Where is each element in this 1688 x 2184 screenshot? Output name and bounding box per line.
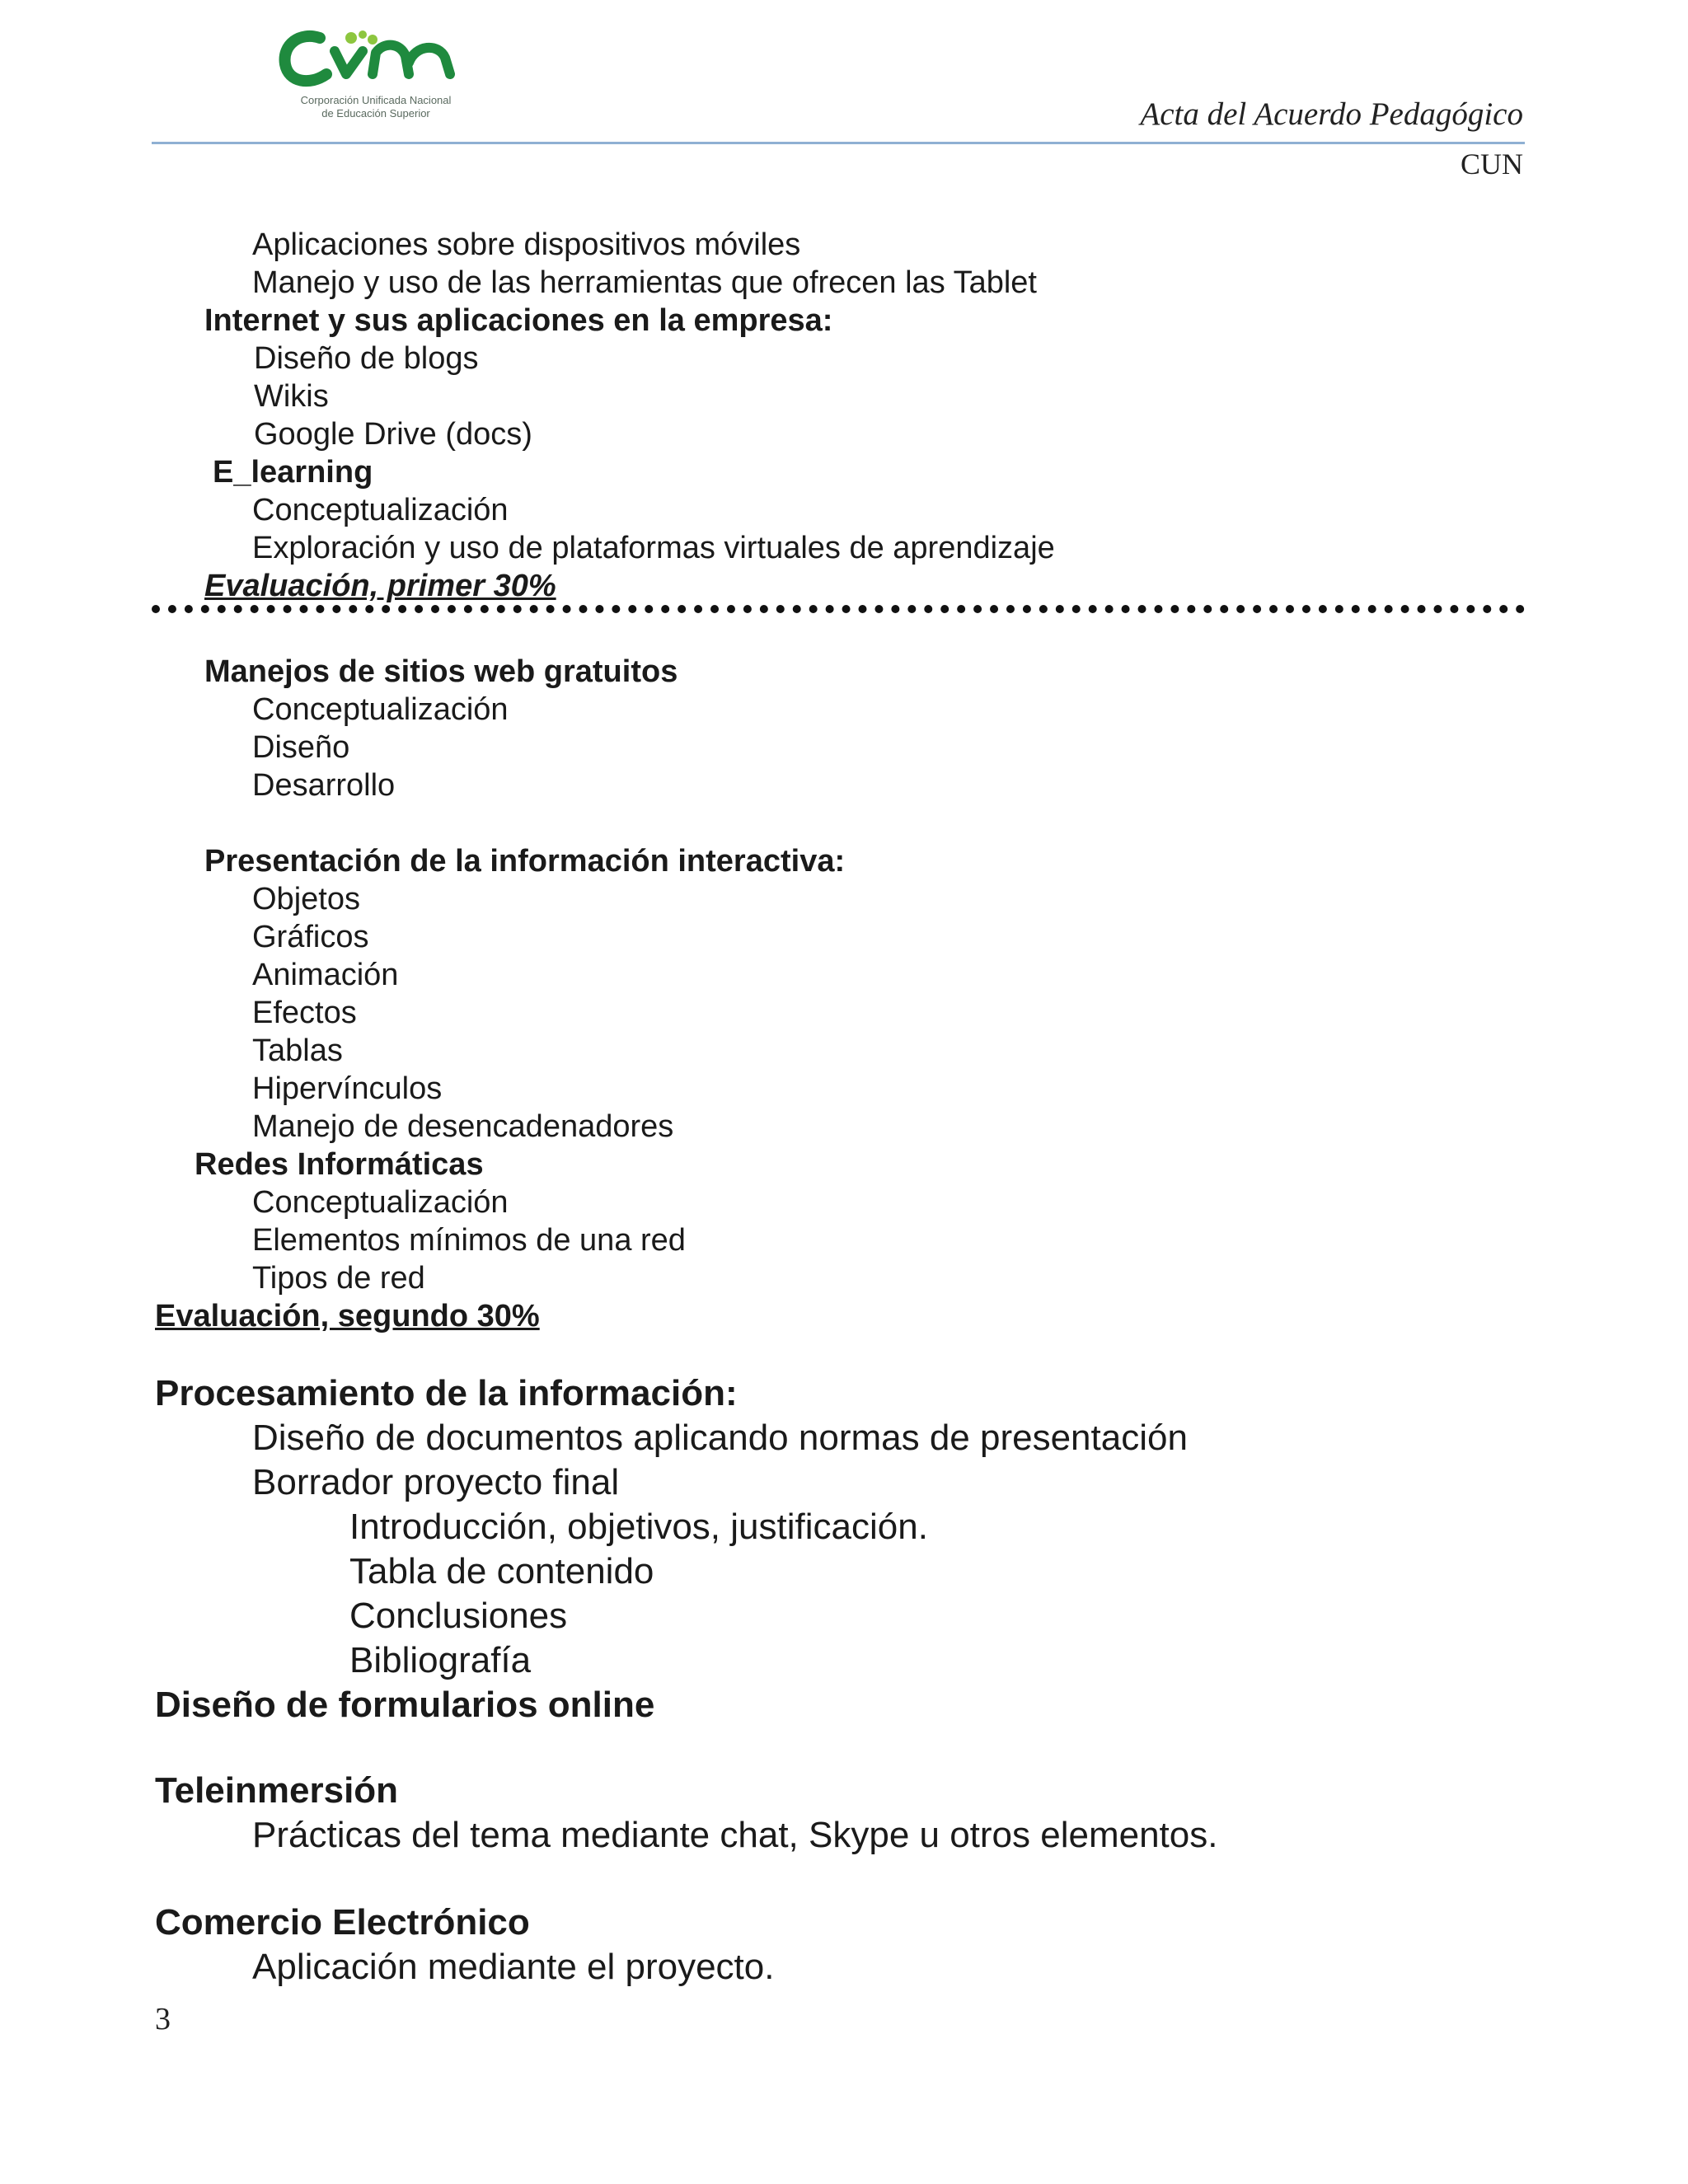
section-heading-teleimmersion: Teleinmersión xyxy=(155,1770,399,1811)
logo-caption xyxy=(277,94,475,120)
list-item: Exploración y uso de plataformas virtuales de aprendizaje xyxy=(252,531,1055,565)
header-divider xyxy=(152,142,1525,144)
list-item: Aplicaciones sobre dispositivos móviles xyxy=(252,227,801,262)
list-item: Hipervínculos xyxy=(252,1071,443,1106)
list-item: Introducción, objetivos, justificación. xyxy=(349,1507,928,1547)
list-item: Conceptualización xyxy=(252,692,509,727)
list-item: Objetos xyxy=(252,882,360,916)
section-heading-ecommerce: Comercio Electrónico xyxy=(155,1902,530,1943)
list-item: Tabla de contenido xyxy=(349,1551,654,1591)
list-item: Borrador proyecto final xyxy=(252,1462,620,1502)
list-item: Diseño xyxy=(252,730,350,765)
list-item: Efectos xyxy=(252,996,357,1030)
list-item: Bibliografía xyxy=(349,1640,532,1680)
evaluation-first: Evaluación, primer 30% xyxy=(204,569,556,603)
list-item: Elementos mínimos de una red xyxy=(252,1223,686,1258)
list-item: Manejo y uso de las herramientas que ofrecen las Tablet xyxy=(252,265,1037,300)
section-heading-presentation: Presentación de la información interactiva: xyxy=(204,844,846,879)
list-item: Conceptualización xyxy=(252,493,509,527)
list-item: Manejo de desencadenadores xyxy=(252,1109,674,1144)
list-item: Diseño de blogs xyxy=(254,341,479,376)
list-item: Tipos de red xyxy=(252,1261,425,1296)
list-item: Prácticas del tema mediante chat, Skype u otros elementos. xyxy=(252,1815,1218,1855)
list-item: Tablas xyxy=(252,1033,343,1068)
section-heading-websites: Manejos de sitios web gratuitos xyxy=(204,654,678,689)
logo-caption-line-2: de Educación Superior xyxy=(321,107,430,120)
section-heading-networks: Redes Informáticas xyxy=(195,1147,484,1182)
list-item: Wikis xyxy=(254,379,329,414)
section-heading-forms: Diseño de formularios online xyxy=(155,1685,655,1725)
section-heading-elearning: E_learning xyxy=(213,455,373,490)
logo-caption-line-1: Corporación Unificada Nacional xyxy=(300,94,452,106)
list-item: Conceptualización xyxy=(252,1185,509,1220)
header-title: Acta del Acuerdo Pedagógico xyxy=(1140,96,1523,132)
list-item: Gráficos xyxy=(252,920,369,954)
list-item: Google Drive (docs) xyxy=(254,417,532,452)
list-item: Conclusiones xyxy=(349,1596,568,1636)
page-number: 3 xyxy=(155,2002,171,2036)
list-item: Desarrollo xyxy=(252,768,396,803)
list-item: Diseño de documentos aplicando normas de presentación xyxy=(252,1418,1188,1458)
list-item: Aplicación mediante el proyecto. xyxy=(252,1947,775,1987)
dotted-separator xyxy=(152,605,1525,613)
section-heading-processing: Procesamiento de la información: xyxy=(155,1373,738,1413)
evaluation-second: Evaluación, segundo 30% xyxy=(155,1299,540,1333)
list-item: Animación xyxy=(252,958,399,992)
header-organization: CUN xyxy=(1460,148,1523,180)
section-heading-internet: Internet y sus aplicaciones en la empresa: xyxy=(204,303,833,338)
